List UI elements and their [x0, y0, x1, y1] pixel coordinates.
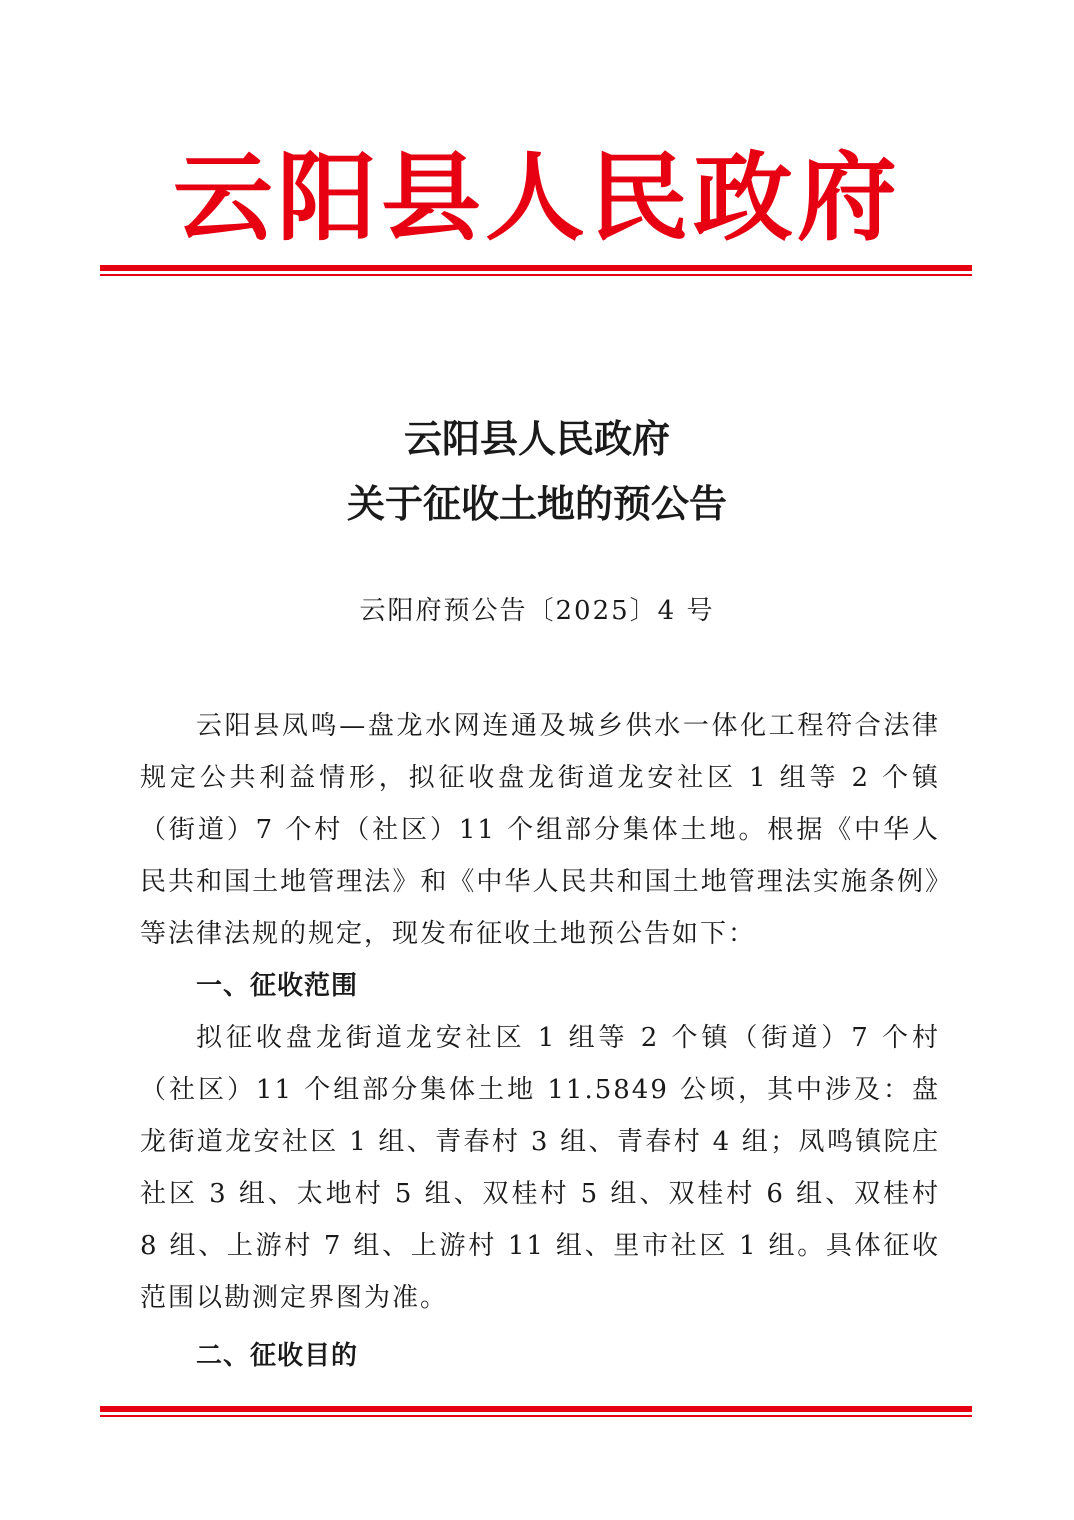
masthead-title: 云阳县人民政府: [173, 142, 902, 254]
intro-paragraph: 云阳县凤鸣—盘龙水网连通及城乡供水一体化工程符合法律规定公共利益情形，拟征收盘龙街道龙安社区 1 组等 2 个镇（街道）7 个村（社区）11 个组部分集体土地。根据《中华人民共和国土地管理法》和《中华人民共和国土地管理法实施条例》等法律法规的规定，现发布征收土地预公告如下：: [140, 711, 940, 949]
bottom-red-rule: [100, 1406, 972, 1417]
section-heading-purpose: 二、征收目的: [196, 1341, 359, 1371]
scope-paragraph: 拟征收盘龙街道龙安社区 1 组等 2 个镇（街道）7 个村（社区）11 个组部分集体土地 11.5849 公顷，其中涉及：盘龙街道龙安社区 1 组、青春村 3 组、青春村 4 组；凤鸣镇院庄社区 3 组、太地村 5 组、双桂村 5 组、双桂村 6 组、双桂村 8 组、上游村 7 组、上游村 11 组、里市社区 1 组。具体征收范围以勘测定界图为准。: [140, 1023, 940, 1313]
document-body: [140, 700, 940, 1382]
section-heading-scope: 一、征收范围: [196, 971, 359, 1001]
document-title-line-1: 云阳县人民政府: [403, 416, 670, 461]
document-number: 云阳府预公告〔2025〕4 号: [359, 596, 715, 626]
top-red-rule: [100, 265, 972, 276]
document-title-line-2: 关于征收土地的预公告: [346, 481, 727, 526]
